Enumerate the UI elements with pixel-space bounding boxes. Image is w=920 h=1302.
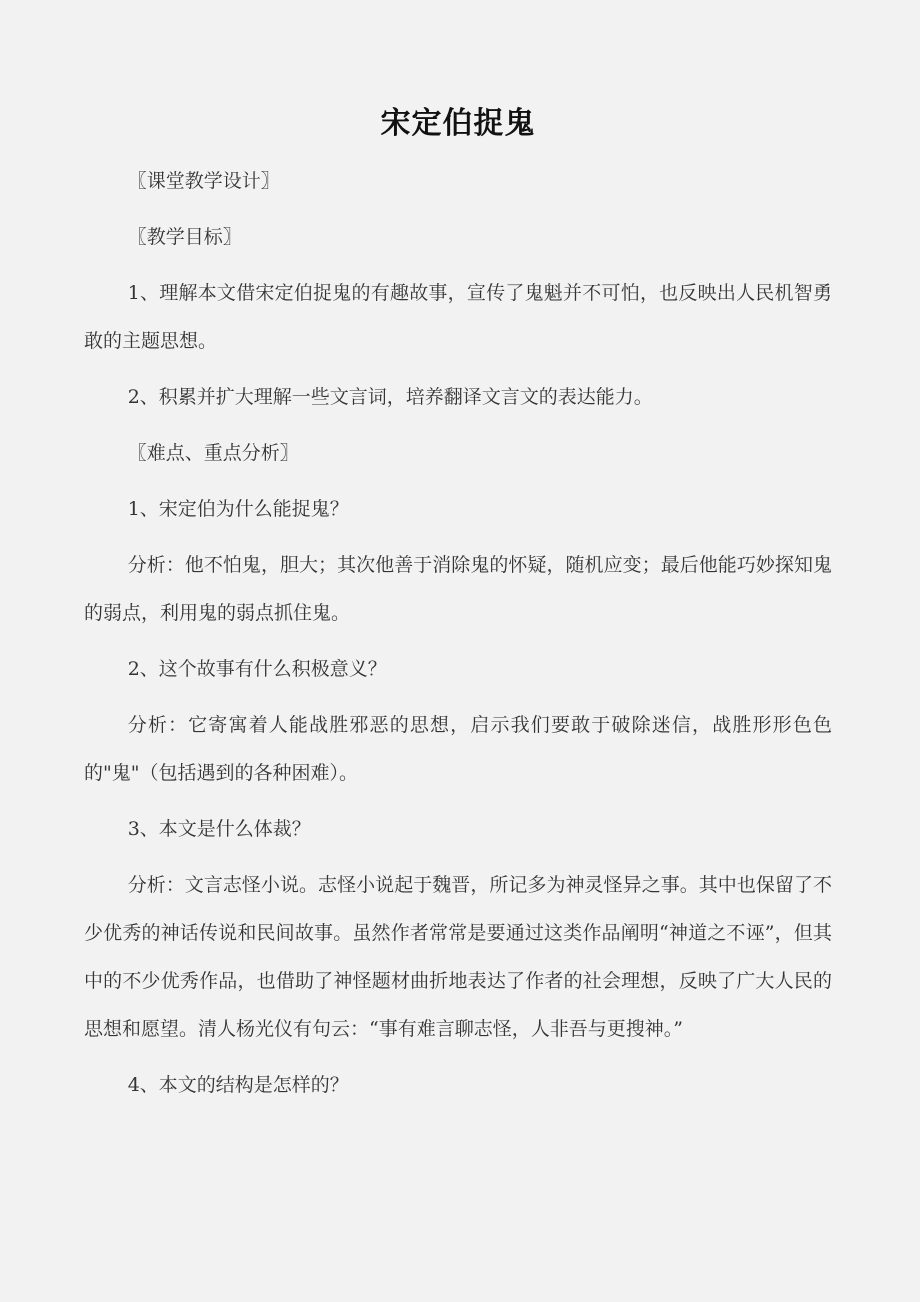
document-title: 宋定伯捉鬼: [380, 106, 536, 141]
section-heading-teaching-goals: 〖教学目标〗: [127, 226, 242, 248]
goal-item-2: 2、积累并扩大理解一些文言词，培养翻译文言文的表达能力。: [127, 386, 653, 408]
analysis-3: 分析：文言志怪小说。志怪小说起于魏晋，所记多为神灵怪异之事。其中也保留了不少优秀的神话传说和民间故事。虽然作者常常是要通过这类作品阐明“神道之不诬”，但其中的不少优秀作品，也借助了神怪题材曲折地表达了作者的社会理想，反映了广大人民的思想和愿望。清人杨光仪有句云：“事有难言聊志怪，人非吾与更搜神。”: [84, 874, 832, 1040]
document-body: [84, 157, 832, 1109]
section-heading-lesson-design: 〖课堂教学设计〗: [127, 170, 280, 192]
section-heading-key-points: 〖难点、重点分析〗: [127, 442, 299, 464]
question-1: 1、宋定伯为什么能捉鬼？: [127, 498, 349, 520]
question-4: 4、本文的结构是怎样的？: [127, 1074, 349, 1096]
analysis-2: 分析：它寄寓着人能战胜邪恶的思想，启示我们要敢于破除迷信，战胜形形色色的"鬼"（包括遇到的各种困难）。: [84, 714, 832, 784]
question-2: 2、这个故事有什么积极意义？: [127, 658, 387, 680]
goal-item-1: 1、理解本文借宋定伯捉鬼的有趣故事，宣传了鬼魁并不可怕，也反映出人民机智勇敢的主题思想。: [84, 282, 832, 352]
analysis-1: 分析：他不怕鬼，胆大；其次他善于消除鬼的怀疑，随机应变；最后他能巧妙探知鬼的弱点，利用鬼的弱点抓住鬼。: [84, 554, 832, 624]
question-3: 3、本文是什么体裁？: [127, 818, 311, 840]
